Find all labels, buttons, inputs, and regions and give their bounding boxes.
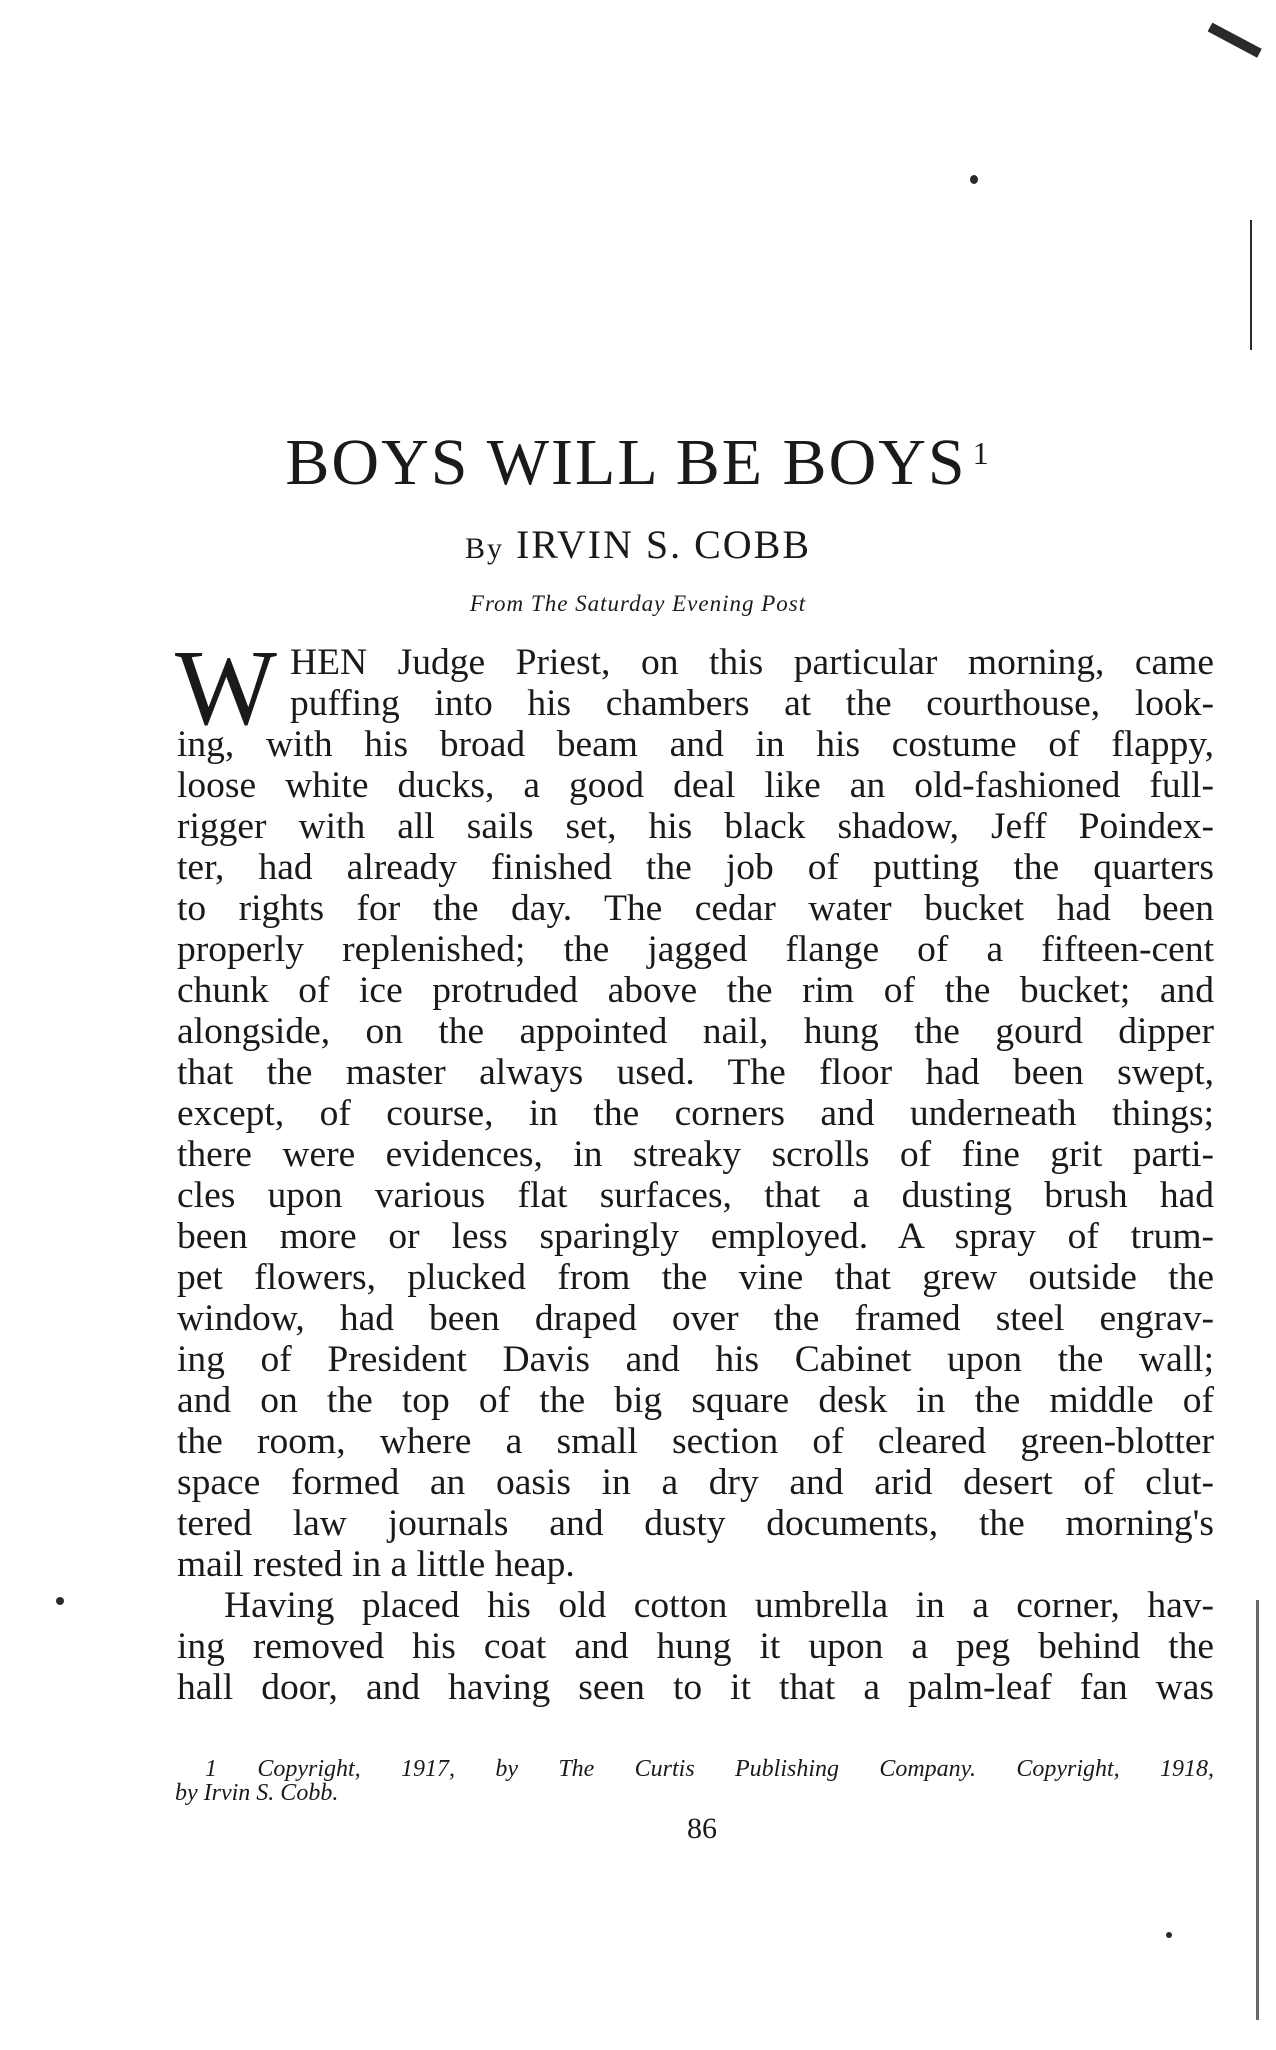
body-line: ing, with his broad beam and in his costume of flappy, (177, 724, 1214, 765)
body-line: HEN Judge Priest, on this particular morning, came (290, 642, 1214, 683)
byline (0, 521, 1276, 568)
margin-rule (1250, 220, 1252, 350)
byline-prefix: By (464, 532, 504, 565)
body-line: space formed an oasis in a dry and arid desert of clut- (177, 1462, 1214, 1503)
title-footnote-marker: 1 (972, 435, 991, 471)
footnote-line-2: by Irvin S. Cobb. (175, 1780, 339, 1806)
body-line: ing removed his coat and hung it upon a peg behind the (177, 1626, 1214, 1667)
body-line: ing of President Davis and his Cabinet upon the wall; (177, 1339, 1214, 1380)
speck (1166, 1932, 1172, 1938)
footnote-text: Copyright, 1917, by The Curtis Publishing Company. Copyright, 1918, (257, 1756, 1215, 1782)
body-line: properly replenished; the jagged flange of a fifteen-cent (177, 929, 1214, 970)
body-line: alongside, on the appointed nail, hung the gourd dipper (177, 1011, 1214, 1052)
body-line: cles upon various flat surfaces, that a dusting brush had (177, 1175, 1214, 1216)
body-line: mail rested in a little heap. (177, 1544, 575, 1585)
margin-rule (1256, 1600, 1259, 2020)
body-line: chunk of ice protruded above the rim of the bucket; and (177, 970, 1214, 1011)
body-line: been more or less sparingly employed. A spray of trum- (177, 1216, 1214, 1257)
body-line: to rights for the day. The cedar water bucket had been (177, 888, 1214, 929)
body-line: tered law journals and dusty documents, the morning's (177, 1503, 1214, 1544)
source-line (0, 591, 1276, 617)
body-line: and on the top of the big square desk in the middle of (177, 1380, 1214, 1421)
story-title (0, 425, 1276, 501)
title-text: BOYS WILL BE BOYS (285, 426, 967, 499)
body-line: except, of course, in the corners and underneath things; (177, 1093, 1214, 1134)
body-line: Having placed his old cotton umbrella in a corner, hav- (224, 1585, 1214, 1626)
footnote (175, 1756, 1215, 1806)
drop-cap: W (175, 629, 277, 748)
body-line: puffing into his chambers at the courthouse, look- (290, 683, 1214, 724)
body-line: rigger with all sails set, his black shadow, Jeff Poindex- (177, 806, 1214, 847)
source-publication: The Saturday Evening Post (530, 591, 807, 616)
page-number: 86 (687, 1812, 717, 1845)
body-line: pet flowers, plucked from the vine that grew outside the (177, 1257, 1214, 1298)
source-prefix: From (469, 591, 525, 616)
body-line: window, had been draped over the framed steel engrav- (177, 1298, 1214, 1339)
byline-author: IRVIN S. COBB (515, 522, 812, 567)
story-body (175, 629, 1214, 1708)
footnote-line-1 (205, 1757, 1214, 1781)
body-line: the room, where a small section of cleared green-blotter (177, 1421, 1214, 1462)
speck (56, 1597, 64, 1605)
body-line: that the master always used. The floor had been swept, (177, 1052, 1214, 1093)
body-line: hall door, and having seen to it that a palm-leaf fan was (177, 1667, 1214, 1708)
body-line: ter, had already finished the job of putting the quarters (177, 847, 1214, 888)
body-line: loose white ducks, a good deal like an old-fashioned full- (177, 765, 1214, 806)
footnote-marker: 1 (205, 1756, 217, 1782)
speck (970, 175, 978, 184)
corner-mark (1208, 23, 1262, 58)
body-line: there were evidences, in streaky scrolls of fine grit parti- (177, 1134, 1214, 1175)
